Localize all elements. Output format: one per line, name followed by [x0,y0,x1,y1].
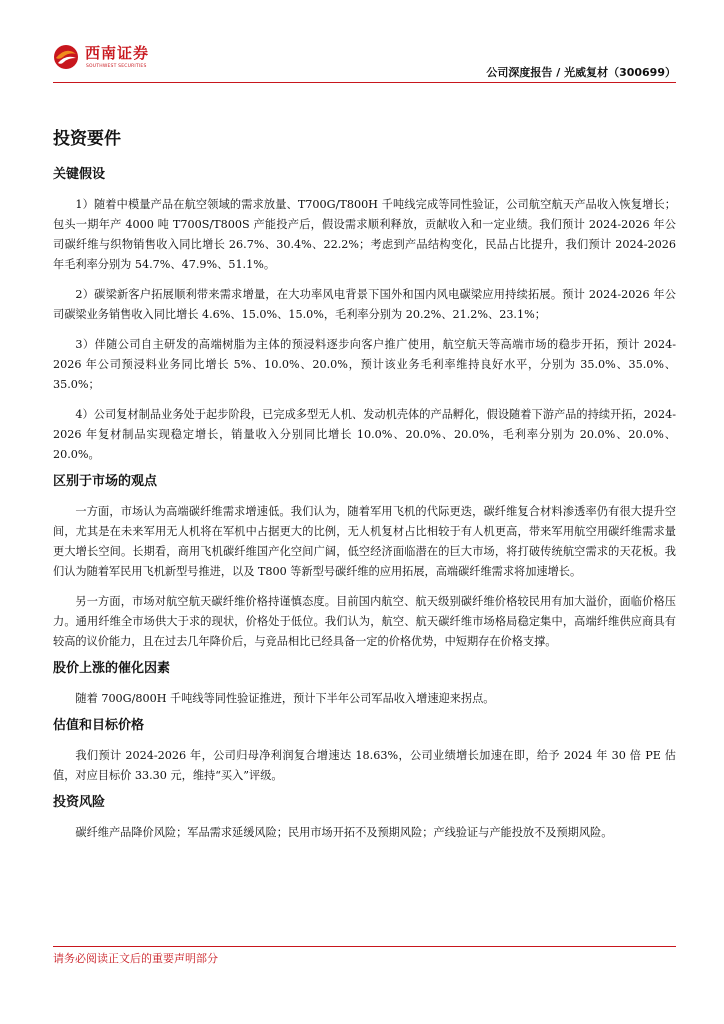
report-title: 公司深度报告 / 光威复材（300699） [486,66,676,79]
page-title: 投资要件 [53,129,121,149]
section-title-catalysts: 股价上涨的催化因素 [53,661,171,676]
section-title-risks: 投资风险 [53,795,106,810]
paragraph: 碳纤维产品降价风险；军品需求延缓风险；民用市场开拓不及预期风险；产线验证与产能投放不及预期风险。 [75,826,613,839]
section-title-key-assumptions: 关键假设 [53,167,106,182]
paragraph: 2）碳梁新客户拓展顺利带来需求增量，在大功率风电背景下国外和国内风电碳梁应用持续拓展。预计 2024-2026 年公司碳梁业务销售收入同比增长 4.6%、15.0%、15.0%，毛利率分别为 20.2%、21.2%、23.1%； [53,288,676,321]
paragraph: 4）公司复材制品业务处于起步阶段，已完成多型无人机、发动机壳体的产品孵化，假设随着下游产品的持续开拓，2024-2026 年复材制品实现稳定增长，销量收入分别同比增长 10.0%、20.0%、20.0%，毛利率分别为 20.0%、20.0%、20.0%。 [53,408,676,461]
page-header [53,38,676,86]
southwest-securities-logo-icon [53,44,79,70]
company-logo [53,40,193,78]
section-title-valuation: 估值和目标价格 [53,718,145,733]
logo-english-name: SOUTHWEST SECURITIES [86,64,147,69]
header-divider [53,82,676,83]
paragraph: 一方面，市场认为高端碳纤维需求增速低。我们认为，随着军用飞机的代际更迭，碳纤维复合材料渗透率仍有很大提升空间，尤其是在未来军用无人机将在军机中占据更大的比例，无人机复材占比相较于有人机更高，带来军用航空用碳纤维需求量更大增长空间。长期看，商用飞机碳纤维国产化空间广阔，低空经济面临潜在的巨大市场，将打破传统航空需求的天花板。我们认为随着军民用飞机新型号推进，以及 T800 等新型号碳纤维的应用拓展，高端碳纤维需求将加速增长。 [53,505,676,578]
paragraph: 另一方面，市场对航空航天碳纤维价格持谨慎态度。目前国内航空、航天级别碳纤维价格较民用有加大溢价，面临价格压力。通用纤维全市场供大于求的现状，价格处于低位。我们认为，航空、航天碳纤维市场格局稳定集中，高端纤维供应商具有较高的议价能力，且在过去几年降价后，与竞品相比已经具备一定的价格优势，中短期存在价格支撑。 [53,595,676,648]
paragraph: 随着 700G/800H 千吨线等同性验证推进，预计下半年公司军品收入增速迎来拐点。 [75,692,495,705]
footer-disclaimer: 请务必阅读正文后的重要声明部分 [53,952,218,965]
logo-name: 西南证券 [85,44,150,62]
paragraph: 我们预计 2024-2026 年，公司归母净利润复合增速达 18.63%，公司业绩增长加速在即，给予 2024 年 30 倍 PE 估值，对应目标价 33.30 元，维持“买入”评级。 [53,749,676,782]
section-title-market-view: 区别于市场的观点 [53,474,158,489]
paragraph: 3）伴随公司自主研发的高端树脂为主体的预浸料逐步向客户推广使用，航空航天等高端市场的稳步开拓，预计 2024-2026 年公司预浸料业务同比增长 5%、10.0%、20.0%，预计该业务毛利率维持良好水平，分别为 35.0%、35.0%、35.0%； [53,338,676,391]
paragraph: 1）随着中模量产品在航空领域的需求放量、T700G/T800H 千吨线完成等同性验证，公司航空航天产品收入恢复增长；包头一期年产 4000 吨 T700S/T800S 产能投产后，假设需求顺利释放，贡献收入和一定业绩。我们预计 2024-2026 年公司碳纤维与织物销售收入同比增长 26.7%、30.4%、22.2%；考虑到产品结构变化，民品占比提升，我们预计 2024-2026 年毛利率分别为 54.7%、47.9%、51.1%。 [53,198,676,271]
footer-divider [53,946,676,947]
main-content [53,126,676,843]
